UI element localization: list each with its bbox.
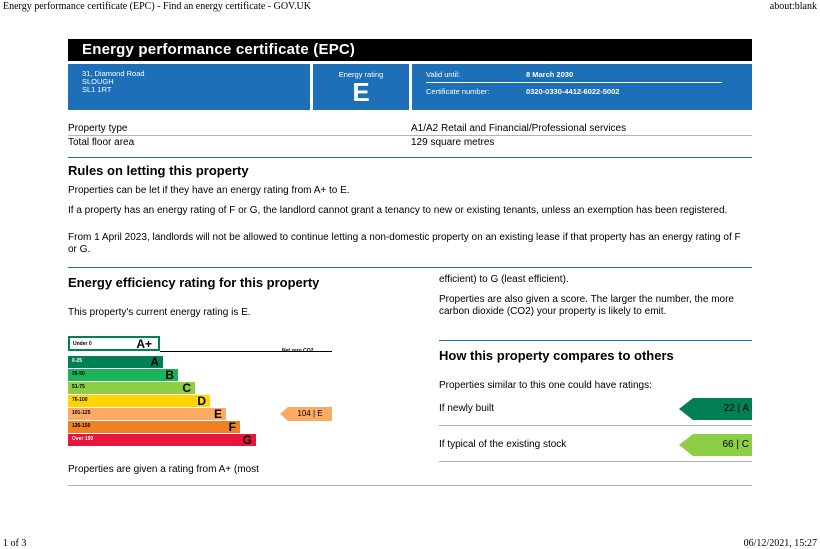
band-b: [68, 369, 178, 381]
validity-panel: [412, 64, 752, 110]
certificate-number-label: Certificate number:: [426, 87, 490, 96]
compare-label-existing-stock: If typical of the existing stock: [439, 439, 567, 450]
compare-row-divider: [439, 425, 752, 426]
compare-label-newly-built: If newly built: [439, 403, 495, 414]
band-f-letter: F: [228, 420, 236, 434]
band-c: [68, 382, 195, 394]
band-f-range: 126-150: [72, 423, 91, 429]
print-footer-page: 1 of 3: [3, 538, 27, 549]
panel-divider: [426, 82, 722, 83]
compare-heading: How this property compares to others: [439, 348, 674, 363]
band-g-range: Over 150: [72, 436, 94, 442]
band-d: [68, 395, 210, 407]
letting-heading: Rules on letting this property: [68, 163, 249, 178]
band-a-range: 0-25: [72, 358, 83, 364]
rating-label: Energy rating: [338, 70, 384, 79]
valid-until-label: Valid until:: [426, 70, 461, 79]
existing-stock-score: 66 | C: [722, 439, 749, 450]
score-explanation: Properties are also given a score. The larger the number, the more carbon dioxide (CO2) your property is likely to emit.: [439, 294, 734, 317]
section-divider: [68, 157, 752, 158]
letting-paragraph-1: Properties can be let if they have an energy rating from A+ to E.: [68, 185, 350, 196]
compare-row-divider: [439, 461, 752, 462]
letting-paragraph-3: From 1 April 2023, landlords will not be allowed to continue letting a non-domestic property on an existing lease if that property has an energy rating of F or G.: [68, 232, 741, 255]
band-aplus-letter: A+: [136, 337, 152, 351]
efficiency-intro: This property's current energy rating is E.: [68, 307, 251, 318]
rating-scale-text-continued: efficient) to G (least efficient).: [439, 274, 569, 285]
band-a: [68, 356, 163, 368]
address-line-2: SLOUGH: [82, 77, 114, 86]
band-aplus-range: Under 0: [73, 341, 92, 347]
band-aplus: [68, 336, 160, 351]
address-line-3: SL1 1RT: [82, 85, 112, 94]
compare-divider: [439, 340, 752, 341]
band-e-letter: E: [213, 407, 222, 421]
band-d-letter: D: [197, 394, 206, 408]
band-e: [68, 408, 226, 420]
print-footer-datetime: 06/12/2021, 15:27: [743, 538, 817, 549]
band-c-letter: C: [182, 381, 191, 395]
band-d-range: 76-100: [72, 397, 88, 403]
summary-value-floor-area: 129 square metres: [411, 137, 495, 148]
certificate-number: 0320-0330-4412-6022-5002: [526, 87, 620, 96]
rating-letter: E: [352, 77, 370, 107]
summary-divider: [68, 135, 752, 136]
newly-built-score: 22 | A: [723, 403, 749, 414]
address-panel: [68, 64, 310, 110]
rating-scale-text: Properties are given a rating from A+ (most: [68, 464, 259, 475]
address-line-1: 31, Diamond Road: [82, 69, 145, 78]
band-c-range: 51-75: [72, 384, 85, 390]
print-header-url: about:blank: [769, 1, 817, 12]
band-b-range: 26-50: [72, 371, 85, 377]
certificate-title: Energy performance certificate (EPC): [68, 39, 752, 61]
valid-until-date: 8 March 2030: [526, 70, 574, 79]
summary-key-floor-area: Total floor area: [68, 137, 135, 148]
band-e-range: 101-125: [72, 410, 91, 416]
band-g: [68, 434, 256, 446]
bottom-divider: [68, 485, 752, 486]
section-divider: [68, 267, 752, 268]
rating-panel: [313, 64, 409, 110]
print-header-title: Energy performance certificate (EPC) - Find an energy certificate - GOV.UK: [3, 1, 311, 12]
band-a-letter: A: [150, 355, 159, 369]
net-zero-label: Net zero CO2: [282, 348, 314, 354]
letting-paragraph-2: If a property has an energy rating of F or G, the landlord cannot grant a tenancy to new or existing tenants, unless an exemption has been registered.: [68, 205, 728, 216]
compare-intro: Properties similar to this one could have ratings:: [439, 380, 652, 391]
current-rating-score: 104 | E: [297, 409, 323, 418]
band-g-letter: G: [242, 433, 252, 447]
summary-value-property-type: A1/A2 Retail and Financial/Professional services: [411, 123, 627, 134]
band-f: [68, 421, 240, 433]
band-b-letter: B: [165, 368, 174, 382]
efficiency-heading: Energy efficiency rating for this property: [68, 275, 320, 290]
summary-key-property-type: Property type: [68, 123, 128, 134]
